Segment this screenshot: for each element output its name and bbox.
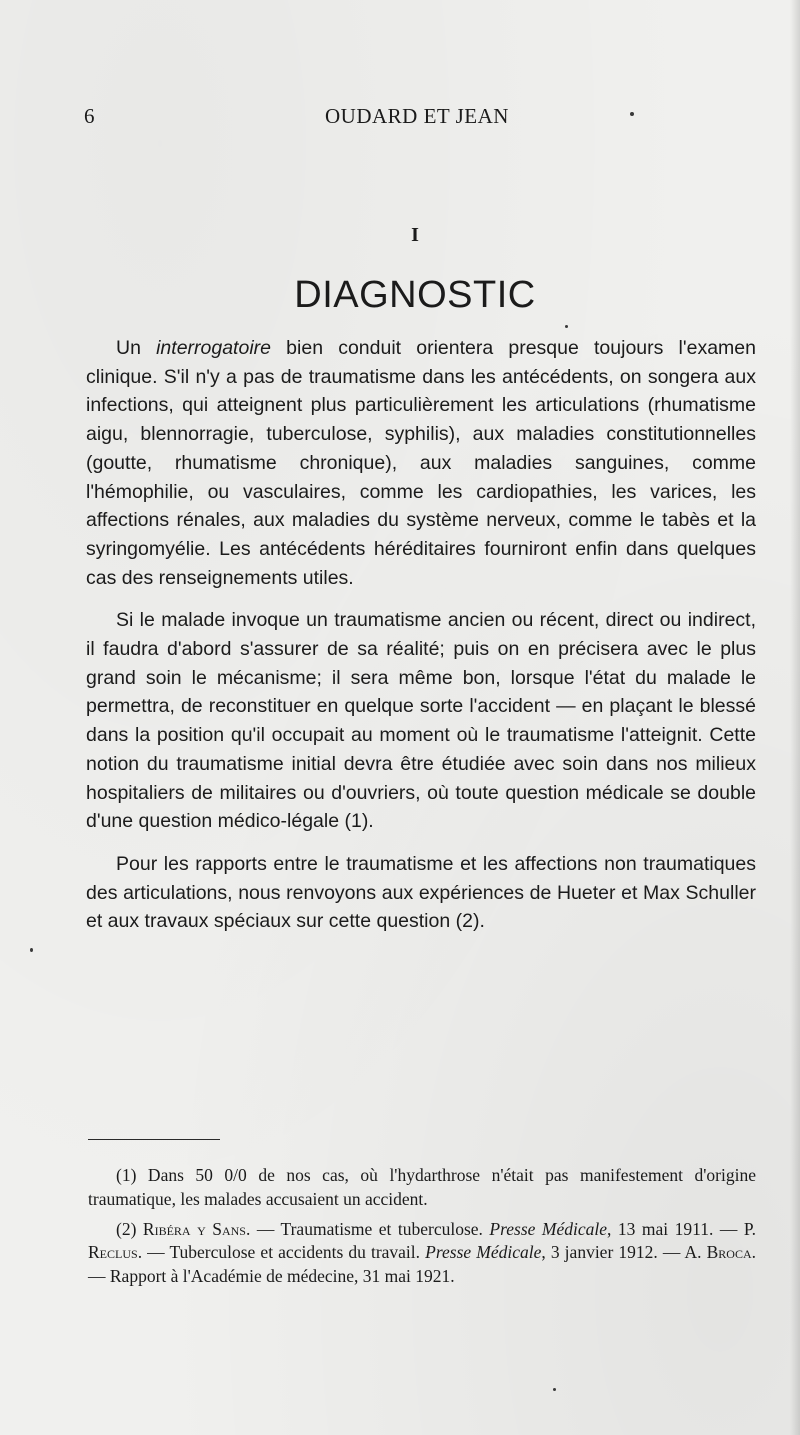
footnote-1: (1) Dans 50 0/0 de nos cas, où l'hydarthrose n'était pas manifestement d'origine traumatique, les malades accusaient un accident.: [88, 1165, 756, 1209]
footnote-2-citation-5: . — Rapport à l'Académie de médecine, 31 mai 1921.: [88, 1242, 756, 1287]
footnote-2-journal-1: Presse Médicale: [489, 1218, 608, 1239]
footnote-2-journal-2: Presse Médicale: [425, 1242, 542, 1263]
footnote-2-citation-2: , 13 mai 1911. — P.: [607, 1218, 756, 1239]
paragraph-traumatisme: Si le malade invoque un traumatisme ancien ou récent, direct ou indirect, il faudra d'abord s'assurer de sa réalité; puis on en précisera avec le plus grand soin le mécanisme; il sera même bon, lorsque l'état du malade le permettra, de reconstituer en quelque sorte l'accident — en plaçant le blessé dans la position qu'il occupait au moment où le traumatisme l'atteignit. Cette notion du traumatisme initial devra être étudiée avec soin dans nos milieux hospitaliers de militaires ou d'ouvriers, où toute question médicale se double d'une question médico-légale (1).: [86, 609, 756, 833]
print-speck: [553, 1388, 556, 1391]
emphasis-interrogatoire: interrogatoire: [156, 337, 271, 359]
footnote-2-citation-3: . — Tuberculose et accidents du travail.: [137, 1242, 426, 1263]
section-number: I: [411, 224, 419, 246]
running-title: OUDARD ET JEAN: [325, 104, 509, 128]
footnote-2: [88, 1218, 756, 1289]
paragraph-1-text: bien conduit orientera presque toujours l'examen clinique. S'il n'y a pas de traumatisme dans les antécédents, on songera aux infections, qui atteignent plus particulièrement les articulations (rhumatisme aigu, blennorragie, tuberculose, syphilis), aux maladies constitutionnelles (goutte, rhumatisme chronique), aux maladies sanguines, comme l'hémophilie, ou vasculaires, comme les cardiopathies, les varices, les affections rénales, aux maladies du système nerveux, comme le tabès et la syringomyélie. Les antécédents héréditaires fourniront enfin dans quelques cas des renseignements utiles.: [86, 337, 756, 589]
page-edge-shadow: [790, 0, 800, 1435]
footnote-2-author-ribera: Ribéra y Sans: [142, 1218, 246, 1239]
print-speck: [30, 948, 33, 952]
body-text: [86, 334, 756, 950]
footnote-2-author-broca: Broca: [706, 1242, 752, 1263]
paragraph-rapports: Pour les rapports entre le traumatisme et les affections non traumatiques des articulations, nous renvoyons aux expériences de Hueter et Max Schuller et aux travaux spéciaux sur cette question (2).: [86, 852, 756, 933]
paragraph-interrogatoire: [86, 334, 756, 592]
paragraph-1-lead: Un: [116, 337, 157, 359]
chapter-title: DIAGNOSTIC: [294, 274, 536, 316]
footnote-2-citation-1: . — Traumatisme et tuberculose.: [245, 1218, 490, 1239]
running-header: [84, 104, 724, 132]
footnotes: [88, 1164, 756, 1295]
footnote-2-citation-4: , 3 janvier 1912. — A.: [541, 1242, 707, 1263]
footnote-2-author-reclus: Reclus: [88, 1242, 138, 1263]
footnote-divider: [88, 1139, 220, 1140]
print-speck: [630, 112, 634, 116]
footnote-2-marker: (2): [116, 1218, 143, 1239]
print-speck: [565, 325, 568, 328]
page-number: 6: [84, 104, 95, 128]
